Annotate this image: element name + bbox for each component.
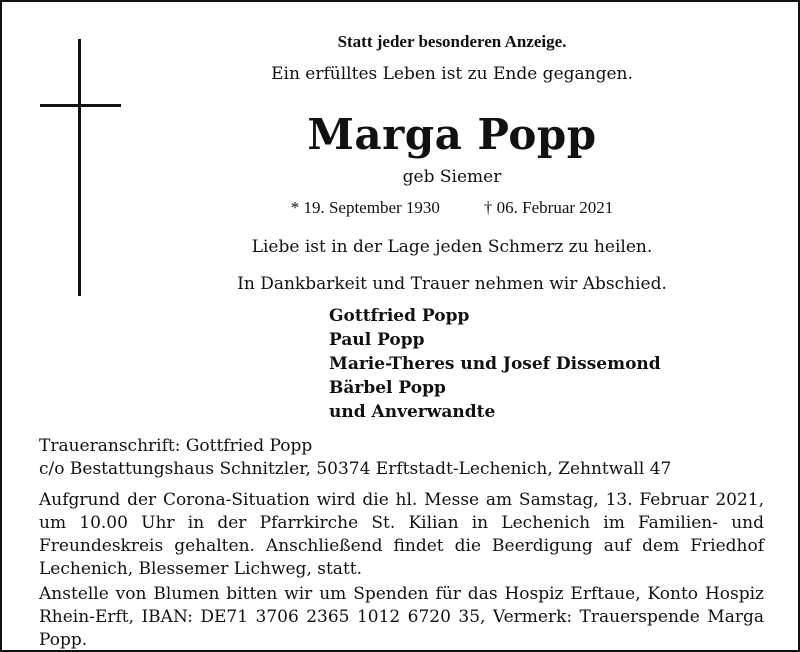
mourner-name: Marie-Theres und Josef Dissemond <box>329 354 661 374</box>
headline: Statt jeder besonderen Anzeige. <box>337 32 567 51</box>
mourners-list <box>329 304 661 424</box>
life-dates <box>152 198 752 218</box>
address-line: c/o Bestattungshaus Schnitzler, 50374 Erftstadt-Lechenich, Zehntwall 47 <box>39 459 672 479</box>
cross-icon-horizontal <box>40 104 121 107</box>
mourner-name: Paul Popp <box>329 330 425 350</box>
mass-info: Aufgrund der Corona-Situation wird die hl. Messe am Samstag, 13. Februar 2021, um 10.00 Uhr in der Pfarrkirche St. Kilian in Lechenich im Familien- und Freundeskreis gehalten. Anschließend findet die Beerdigung auf dem Friedhof Lechenich, Blessemer Lichweg, statt. <box>39 490 764 579</box>
mourner-name: und Anverwandte <box>329 402 496 422</box>
cross-icon-vertical <box>78 39 81 296</box>
mourner-name: Gottfried Popp <box>329 306 470 326</box>
farewell-line: In Dankbarkeit und Trauer nehmen wir Abschied. <box>237 274 667 294</box>
mourning-address <box>39 435 764 481</box>
deceased-name: Marga Popp <box>307 110 597 159</box>
intro-line: Ein erfülltes Leben ist zu Ende gegangen. <box>271 64 633 84</box>
address-line: Traueranschrift: Gottfried Popp <box>39 436 313 456</box>
mourner-name: Bärbel Popp <box>329 378 446 398</box>
maiden-name: geb Siemer <box>402 167 502 187</box>
quote: Liebe ist in der Lage jeden Schmerz zu heilen. <box>251 237 653 257</box>
donation-info: Anstelle von Blumen bitten wir um Spenden für das Hospiz Erftaue, Konto Hospiz Rhein-Erft, IBAN: DE71 3706 2365 1012 6720 35, Vermerk: Trauerspende Marga Popp. <box>39 584 764 650</box>
death-date: † 06. Februar 2021 <box>483 198 614 217</box>
birth-date: * 19. September 1930 <box>290 198 440 217</box>
